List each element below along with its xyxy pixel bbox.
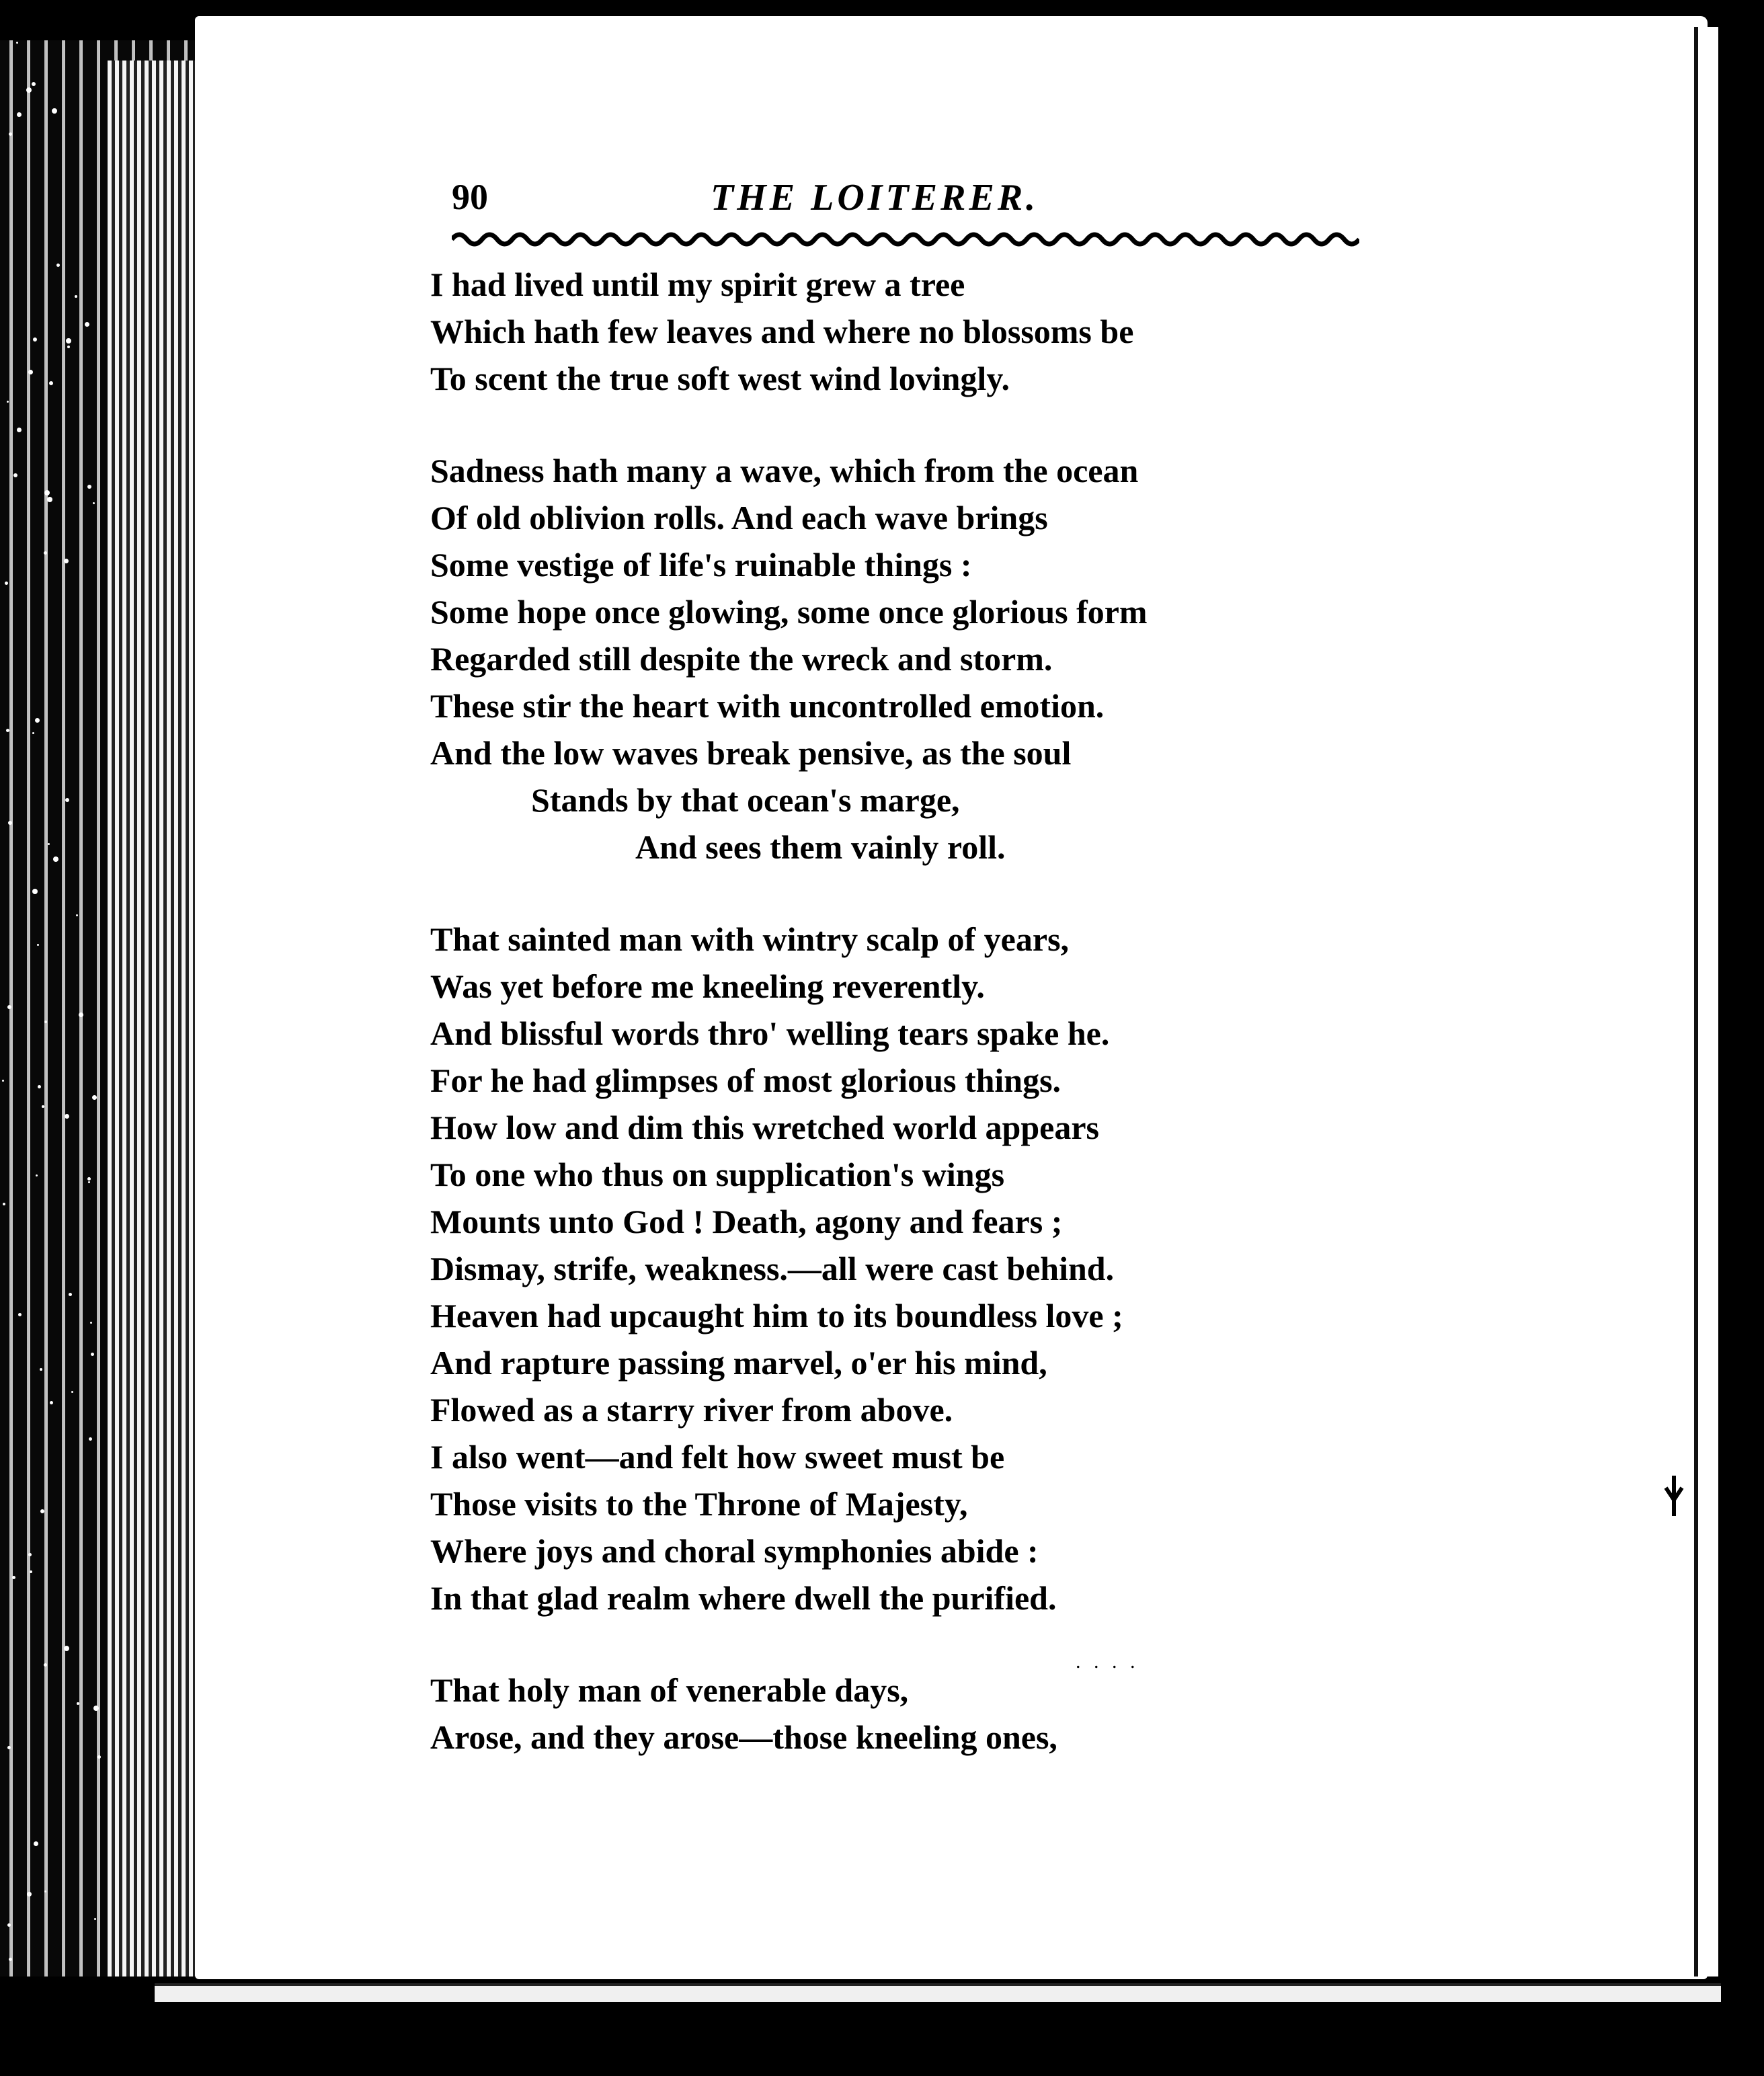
dust-speck (18, 1313, 22, 1316)
poem-line: For he had glimpses of most glorious things. (430, 1062, 1061, 1099)
dust-speck (26, 87, 32, 93)
page-number: 90 (452, 177, 488, 217)
poem-line: To scent the true soft west wind lovingly. (430, 360, 1010, 397)
dust-speck (27, 1892, 32, 1897)
poem-line: Some hope once glowing, some once glorious form (430, 593, 1148, 631)
right-page-edge (1694, 27, 1718, 1977)
dust-speck (77, 1702, 79, 1705)
dust-speck (44, 551, 47, 555)
stanza-3 (430, 916, 1385, 1622)
poem-line: I had lived until my spirit grew a tree (430, 266, 965, 303)
poem-line: Was yet before me kneeling reverently. (430, 967, 985, 1005)
poem-line: Mounts unto God ! Death, agony and fears ; (430, 1203, 1063, 1240)
stanza-1 (430, 261, 1385, 402)
dust-speck (33, 337, 37, 342)
dust-speck (16, 42, 18, 44)
dust-speck (90, 1322, 92, 1324)
left-page-stack-inner (108, 61, 195, 1977)
dust-speck (88, 1181, 90, 1183)
poem-line: I also went—and felt how sweet must be (430, 1438, 1005, 1476)
dust-speck (93, 1706, 99, 1711)
dust-speck (34, 1841, 38, 1846)
dust-speck (9, 1958, 12, 1961)
poem-line: Dismay, strife, weakness.—all were cast behind. (430, 1250, 1115, 1287)
dust-speck (9, 132, 12, 136)
dust-speck (5, 582, 8, 585)
dust-speck (65, 798, 69, 802)
dust-speck (64, 1646, 69, 1651)
dust-speck (36, 1174, 38, 1176)
dust-speck (49, 381, 53, 385)
dust-speck (52, 108, 57, 114)
poem-line: Heaven had upcaught him to its boundless love ; (430, 1297, 1123, 1334)
dust-speck (7, 1005, 11, 1009)
running-title: THE LOITERER. (711, 177, 1039, 218)
dust-speck (87, 1177, 91, 1181)
dust-speck (28, 1553, 32, 1556)
wavy-rule-divider (452, 226, 1359, 253)
dust-speck (56, 264, 60, 267)
dust-speck (37, 944, 39, 946)
poem-line: In that glad realm where dwell the purified. (430, 1579, 1057, 1617)
dust-speck (32, 889, 38, 894)
dust-speck (79, 1012, 83, 1017)
dust-speck (40, 1368, 42, 1371)
dust-speck (32, 732, 34, 734)
dust-speck (64, 559, 69, 563)
dust-speck (92, 1095, 97, 1100)
dust-speck (44, 490, 50, 495)
poem-line: Arose, and they arose—those kneeling ones, (430, 1718, 1057, 1756)
dust-speck (85, 322, 89, 327)
poem-line-indented: Stands by that ocean's marge, (531, 781, 960, 819)
right-scan-border (1718, 0, 1764, 2076)
stanza-2 (430, 447, 1385, 871)
poem-line: To one who thus on supplication's wings (430, 1156, 1005, 1193)
dust-speck (42, 1105, 44, 1108)
poem-line: Of old oblivion rolls. And each wave brings (430, 499, 1048, 536)
dust-speck (32, 82, 36, 86)
dust-speck (76, 914, 78, 916)
dust-speck (93, 502, 95, 504)
dust-speck (3, 1203, 5, 1205)
poem-line: And blissful words thro' welling tears spake he. (430, 1014, 1110, 1052)
page-edge-mark (1660, 1476, 1687, 1516)
dust-speck (13, 473, 17, 477)
dust-speck (7, 1746, 11, 1749)
dust-speck (30, 1570, 32, 1573)
dust-speck (65, 1114, 69, 1119)
dust-speck (50, 1401, 53, 1404)
poem-line: Flowed as a starry river from above. (430, 1391, 953, 1429)
dust-speck (35, 718, 40, 723)
dust-speck (7, 401, 9, 403)
poem-line: And the low waves break pensive, as the soul (430, 734, 1072, 772)
poem-line: Some vestige of life's ruinable things : (430, 546, 972, 584)
dust-speck (71, 1391, 73, 1393)
dust-speck (66, 338, 71, 344)
dust-speck (69, 1293, 72, 1296)
dust-speck (89, 1437, 92, 1441)
poem-line: These stir the heart with uncontrolled emotion. (430, 687, 1105, 725)
poem-line: Those visits to the Throne of Majesty, (430, 1485, 968, 1523)
poem-line: Where joys and choral symphonies abide : (430, 1532, 1039, 1570)
dust-speck (17, 112, 22, 117)
dust-speck (8, 821, 12, 825)
dust-speck (75, 295, 77, 298)
bottom-scan-border (0, 2002, 1764, 2076)
dust-speck (47, 497, 52, 502)
dust-speck (97, 1755, 101, 1759)
dust-speck (28, 370, 33, 374)
stanza-4 (430, 1650, 1385, 1761)
poem-line-indented: And sees them vainly roll. (635, 828, 1006, 866)
poem-line: Which hath few leaves and where no blossoms be (430, 313, 1134, 350)
dust-speck (38, 1085, 41, 1088)
page-header (452, 176, 1366, 230)
dust-speck (7, 1923, 11, 1927)
dust-speck (2, 1080, 4, 1082)
dust-speck (44, 1890, 46, 1892)
dust-speck (44, 1021, 47, 1023)
poem-line: That sainted man with wintry scalp of years, (430, 920, 1070, 958)
dust-speck (12, 1576, 15, 1579)
dust-speck (6, 729, 9, 732)
poem-line: And rapture passing marvel, o'er his mind, (430, 1344, 1047, 1382)
dust-speck (87, 485, 91, 489)
poem-line: How low and dim this wretched world appears (430, 1109, 1099, 1146)
poem-line: Sadness hath many a wave, which from the ocean (430, 452, 1139, 489)
dust-speck (44, 1663, 47, 1667)
poem-line: Regarded still despite the wreck and storm. (430, 640, 1053, 678)
dust-speck (48, 843, 50, 845)
dust-speck (91, 1353, 94, 1356)
dust-speck (40, 1509, 44, 1513)
section-break-ellipsis: . . . . (1076, 1650, 1139, 1673)
bottom-page-edge (155, 1983, 1721, 2002)
dust-speck (53, 856, 58, 862)
dust-speck (67, 346, 70, 348)
poem-line: That holy man of venerable days, (430, 1671, 909, 1709)
poem-body (430, 261, 1385, 1806)
dust-speck (94, 1918, 96, 1920)
dust-speck (17, 428, 22, 432)
